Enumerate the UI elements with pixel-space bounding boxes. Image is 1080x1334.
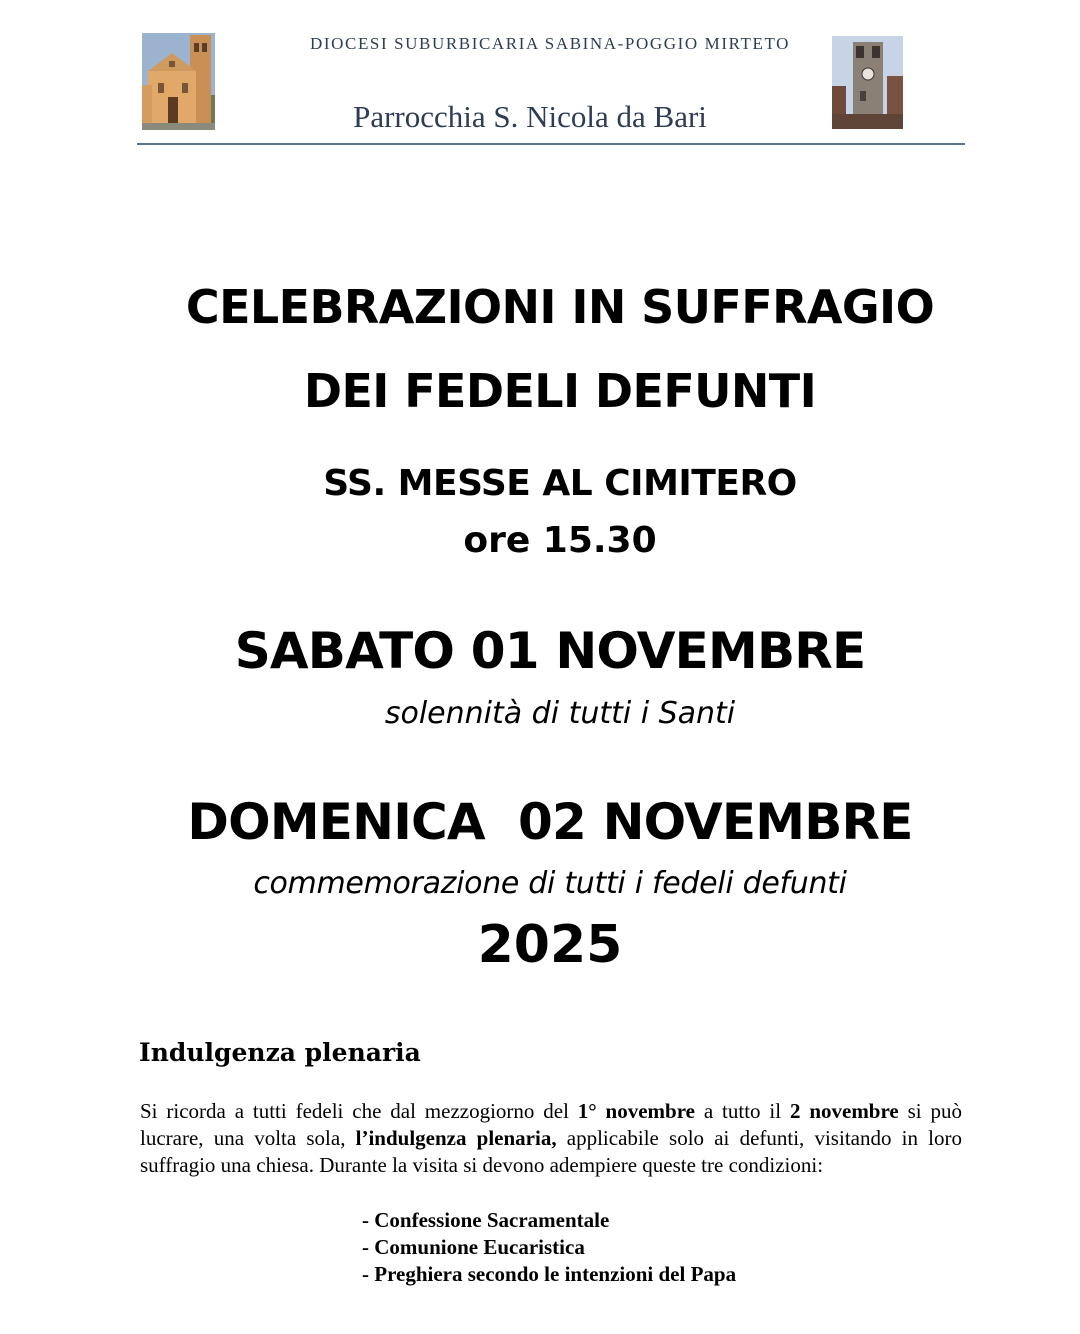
condition-item: - Comunione Eucaristica [362, 1235, 585, 1259]
day-2: DOMENICA 02 NOVEMBRE [187, 793, 913, 851]
masses-heading: SS. MESSE AL CIMITERO [323, 463, 797, 504]
year: 2025 [477, 915, 623, 975]
header-divider [137, 143, 965, 145]
day-1: SABATO 01 NOVEMBRE [234, 622, 866, 680]
indulgence-paragraph: Si ricorda a tutti fedeli che dal mezzogiorno del 1° novembre a tutto il 2 novembre si può lucrare, una volta sola, l’indulgenza plenaria, applicabile solo ai defunti, visitando in loro suffragio una chiesa. Durante la visita si devono adempiere queste tre condizioni: [140, 1099, 963, 1177]
condition-item: - Confessione Sacramentale [362, 1208, 610, 1232]
title-line-1: CELEBRAZIONI IN SUFFRAGIO [185, 280, 935, 334]
day-1-note: solennità di tutti i Santi [384, 696, 736, 731]
day-2-note: commemorazione di tutti i fedeli defunti [253, 866, 847, 901]
church-facade-image [142, 33, 215, 130]
diocese-name: DIOCESI SUBURBICARIA SABINA-POGGIO MIRTETO [309, 34, 791, 53]
condition-item: - Preghiera secondo le intenzioni del Papa [362, 1262, 737, 1286]
title-line-2: DEI FEDELI DEFUNTI [303, 364, 817, 418]
indulgence-heading: Indulgenza plenaria [139, 1038, 421, 1067]
bell-tower-image [832, 36, 903, 129]
parish-name: Parrocchia S. Nicola da Bari [353, 99, 707, 134]
mass-time: ore 15.30 [463, 520, 657, 561]
conditions-list [362, 1207, 736, 1288]
